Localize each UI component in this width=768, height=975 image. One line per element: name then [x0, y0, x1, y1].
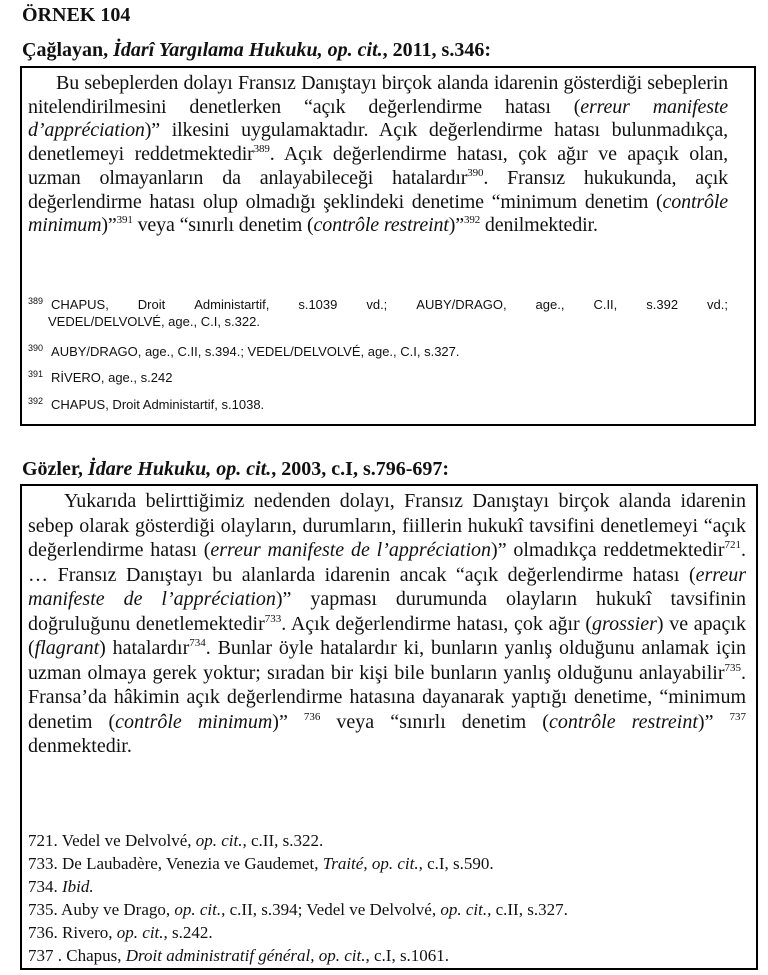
- quote-2-text: veya “sınırlı denetim (: [320, 710, 549, 733]
- quote-2-text: . … Fransız Danıştayı bu alanlarda idarenin ancak “açık değerlendirme hatası (: [28, 539, 746, 586]
- footnote-ref-736: 736: [303, 710, 321, 723]
- quote-1-italic: contrôle restreint: [313, 214, 449, 237]
- footnote-italic: op. cit.,: [116, 923, 168, 942]
- quote-1-paragraph: [28, 72, 728, 238]
- source-2-author: Gözler,: [22, 458, 88, 480]
- footnote-italic: op. cit.,: [440, 900, 492, 919]
- source-1-heading: [22, 39, 491, 61]
- footnote-736: [28, 922, 746, 945]
- quote-1-text: . Açık değerlendirme hatası, çok ağır ve apaçık olan, uzman olmayanların da anlayabileceği hatalardır: [28, 143, 728, 189]
- source-2-work: İdare Hukuku, op. cit.: [87, 458, 272, 480]
- quote-2-text: )” olmadıkça reddetmektedir: [491, 539, 725, 561]
- footnote-text: s.242.: [167, 923, 213, 942]
- footnote-ref-390: 390: [467, 166, 484, 179]
- quote-1-italic: contrôle minimum: [28, 190, 728, 237]
- footnote-text: c.I, s.1061.: [369, 946, 450, 965]
- footnote-text: AUBY/DRAGO, age., C.II, s.394.; VEDEL/DELVOLVÉ, age., C.I, s.327.: [51, 344, 460, 359]
- footnote-number: 391: [28, 369, 44, 379]
- footnote-735: [28, 899, 746, 922]
- quote-2-text: )”: [272, 710, 304, 733]
- quote-1-text: )”: [448, 214, 465, 237]
- footnote-number: 390: [28, 343, 44, 353]
- footnote-389-line-2: VEDEL/DELVOLVÉ, age., C.I, s.322.: [48, 314, 260, 329]
- quote-2-italic: contrôle restreint: [548, 710, 698, 733]
- footnote-ref-391: 391: [116, 214, 133, 227]
- footnote-ref-392: 392: [464, 214, 481, 227]
- footnote-text: 721. Vedel ve Delvolvé,: [28, 831, 196, 850]
- quote-2-paragraph: [28, 489, 746, 759]
- footnote-word: Droit: [137, 297, 166, 312]
- footnote-734: [28, 876, 746, 899]
- footnote-390: [28, 343, 728, 360]
- footnote-word: vd.;: [366, 297, 388, 312]
- quote-2-text: . Açık değerlendirme hatası, çok ağır (: [281, 612, 593, 635]
- quote-2-italic: grossier: [592, 612, 657, 635]
- source-2-heading: [22, 458, 449, 480]
- footnote-389: [28, 296, 728, 330]
- footnote-text: CHAPUS, Droit Administartif, s.1038.: [51, 397, 265, 412]
- example-title: ÖRNEK 104: [22, 4, 131, 26]
- quote-2-text: . Fransa’da hâkimin açık değerlendirme hatasına dayanarak yaptığı denetime, “minimum denetim (: [28, 661, 746, 733]
- footnote-word: age.,: [535, 297, 565, 312]
- footnote-word: AUBY/DRAGO,: [416, 297, 507, 312]
- quote-2-text: )” yapması durumunda olayların hukukî tavsifinin doğruluğunu denetlemektedir: [28, 588, 747, 635]
- source-1-rest: , 2011, s.346:: [382, 39, 491, 61]
- footnote-text: c.I, s.590.: [422, 854, 494, 873]
- quote-1-text: )” ilkesini uygulamaktadır. Açık değerlendirme hatası bulunmadıkça, denetlemeyi reddetmektedir: [28, 119, 728, 166]
- source-2-rest: , 2003, c.I, s.796-697:: [271, 458, 450, 480]
- footnote-ref-721: 721: [724, 539, 741, 551]
- quote-1-text: . Fransız hukukunda, açık değerlendirme hatası olup olmadığı şeklindeki denetime “minimum denetim (: [28, 166, 728, 213]
- footnote-italic: Ibid.: [62, 877, 94, 896]
- quote-2-italic: erreur manifeste de l’appréciation: [210, 539, 492, 561]
- quote-2-text: ) hatalardır: [99, 637, 190, 659]
- footnote-text: RİVERO, age., s.242: [51, 370, 173, 385]
- footnote-ref-735: 735: [724, 661, 741, 674]
- footnote-word: s.1039: [298, 297, 338, 312]
- footnote-text: 737 . Chapus,: [28, 946, 126, 965]
- footnote-389-line-1: [28, 296, 728, 313]
- footnote-italic: Traité, op. cit.,: [322, 854, 423, 873]
- footnote-391: [28, 369, 728, 386]
- footnote-italic: Droit administratif général, op. cit.,: [125, 946, 370, 965]
- footnote-ref-734: 734: [189, 637, 206, 649]
- footnote-733: [28, 853, 746, 876]
- quote-1-text: veya “sınırlı denetim (: [132, 214, 314, 237]
- quote-2-text: ) ve apaçık (: [28, 612, 746, 659]
- quote-2-text: . Bunlar öyle hatalardır ki, bunların yanlış olduğunu anlamak için uzman olmaya gerek yoktur; sıradan bir kişi bile bunların yanlış olduğunu anlayabilir: [28, 637, 747, 684]
- footnote-word: s.392: [646, 297, 679, 312]
- quote-2-text: )”: [697, 710, 730, 733]
- footnote-721: [28, 830, 746, 853]
- quote-2-text: denmektedir.: [28, 735, 132, 757]
- quote-1-text: Bu sebeplerden dolayı Fransız Danıştayı birçok alanda idarenin gösterdiği sebeplerin nitelendirilmesini denetlerken “açık değerlendirme hatası (: [28, 72, 728, 118]
- footnote-italic: op. cit.,: [195, 831, 247, 850]
- quote-2-italic: contrôle minimum: [115, 710, 273, 733]
- footnote-text: c.II, s.394; Vedel ve Delvolvé,: [225, 900, 441, 919]
- quote-1-text: denilmektedir.: [480, 214, 598, 237]
- footnote-word: vd.;: [707, 297, 728, 312]
- footnote-number: 389: [28, 296, 44, 306]
- footnote-word: CHAPUS,: [51, 297, 109, 312]
- footnote-737: [28, 945, 746, 968]
- quote-1-italic: erreur manifeste d’appréciation: [28, 95, 728, 142]
- footnote-text: 733. De Laubadère, Venezia ve Gaudemet,: [28, 854, 323, 873]
- footnote-word: C.II,: [593, 297, 618, 312]
- footnote-392: [28, 396, 728, 413]
- footnote-text: 735. Auby ve Drago,: [28, 900, 175, 919]
- footnote-ref-733: 733: [264, 612, 282, 625]
- quote-1-text: )”: [101, 214, 117, 237]
- footnote-text: 734.: [28, 877, 62, 896]
- footnote-ref-737: 737: [729, 710, 747, 723]
- quote-2-text: Yukarıda belirttiğimiz nedenden dolayı, Fransız Danıştayı birçok alanda idarenin sebep olarak gösterdiği olayların, durumların, fiillerin hukukî tavsifini denetlemeyi “açık değerlendirme hatası (: [28, 490, 746, 561]
- footnote-ref-389: 389: [253, 143, 270, 156]
- source-1-work: İdarî Yargılama Hukuku, op. cit.: [113, 39, 383, 61]
- quote-2-italic: erreur manifeste de l’appréciation: [28, 563, 746, 610]
- footnote-text: c.II, s.322.: [246, 831, 324, 850]
- footnote-italic: op. cit.,: [174, 900, 226, 919]
- footnote-text: 736. Rivero,: [28, 923, 117, 942]
- source-1-author: Çağlayan,: [22, 39, 114, 61]
- footnote-word: Administartif,: [194, 297, 270, 312]
- footnote-text: c.II, s.327.: [491, 900, 568, 919]
- quote-2-italic: flagrant: [34, 637, 100, 659]
- footnote-number: 392: [28, 396, 44, 406]
